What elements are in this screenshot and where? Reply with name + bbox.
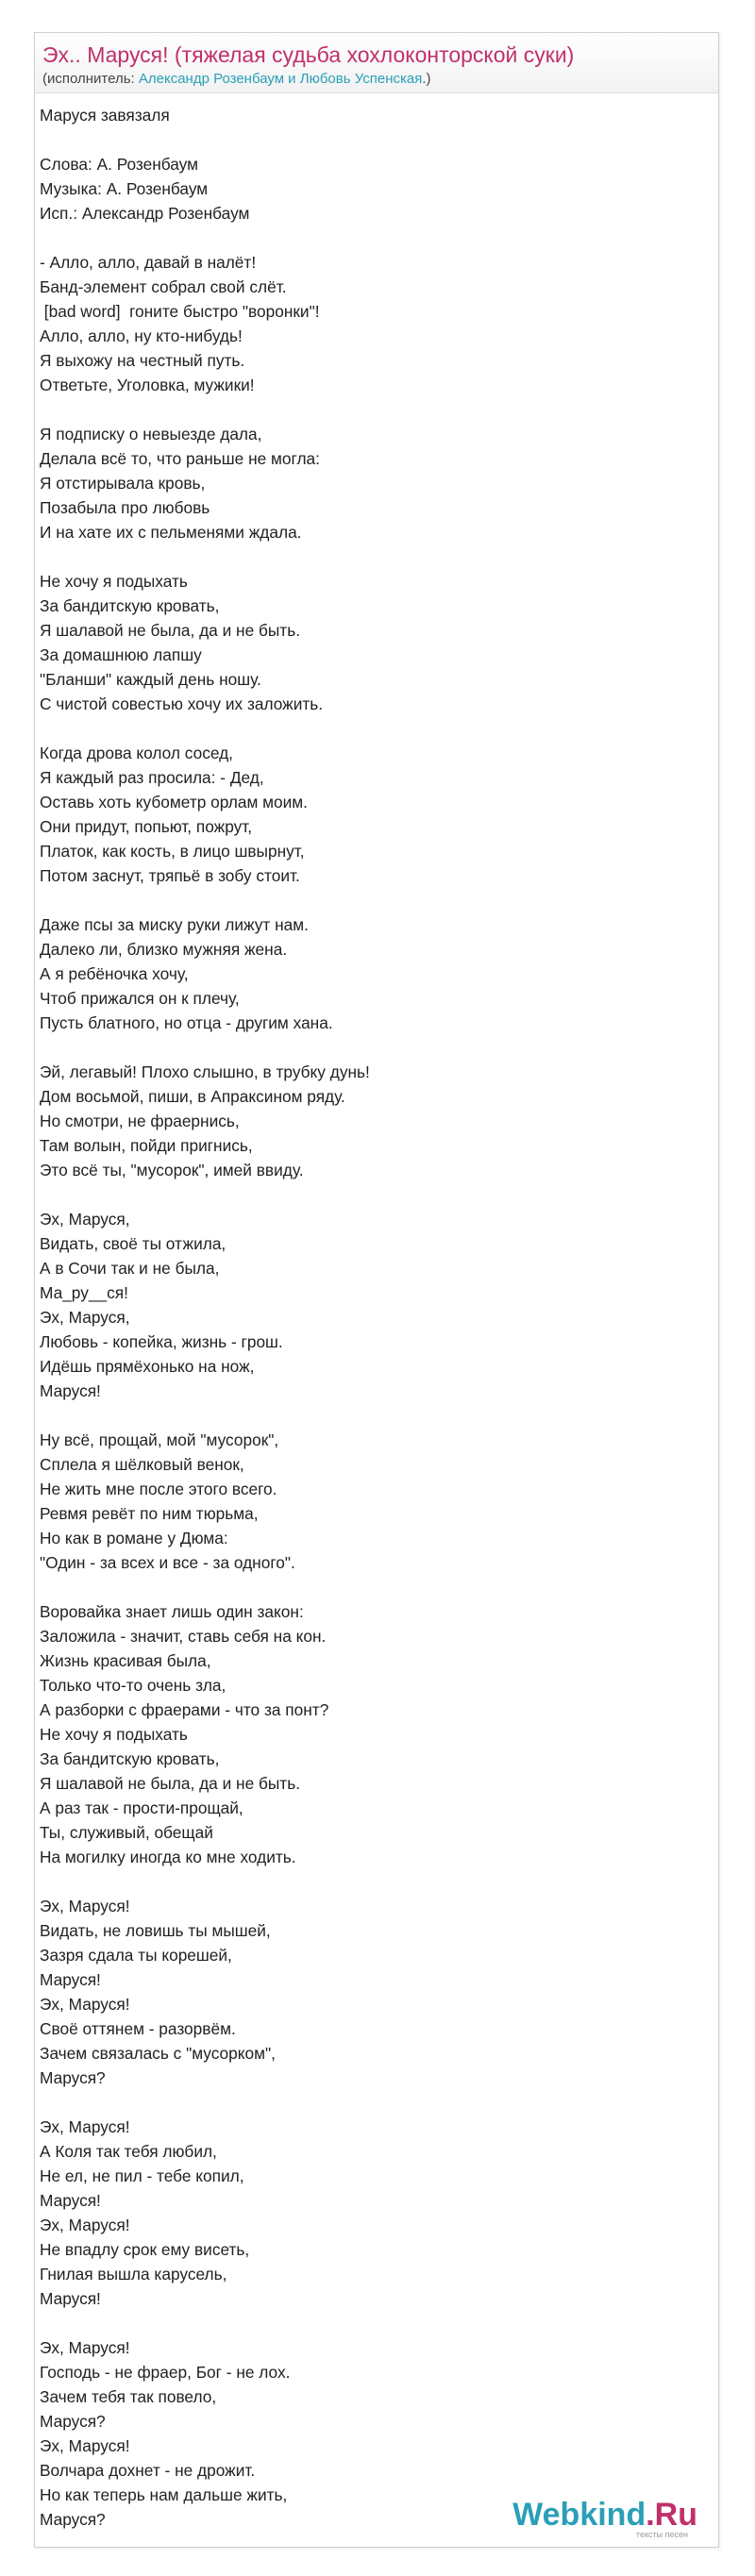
lyric-line: Любовь - копейка, жизнь - грош. (40, 1332, 283, 1351)
song-title: Эх.. Маруся! (тяжелая судьба хохлоконторской суки) (42, 42, 575, 67)
lyric-line: А раз так - прости-прощай, (40, 1798, 243, 1817)
lyric-line (40, 226, 718, 250)
lyric-line: Они придут, попьют, пожрут, (40, 817, 253, 836)
logo-tld: .Ru (646, 2497, 697, 2533)
lyric-line: Я подписку о невыезде дала, (40, 425, 262, 443)
lyric-line: Эх, Маруся! (40, 2117, 130, 2136)
lyric-line (40, 1182, 718, 1207)
lyric-line: Дом восьмой, пиши, в Апраксином ряду. (40, 1087, 345, 1106)
lyric-line: Заложила - значит, ставь себя на кон. (40, 1627, 327, 1646)
lyric-line: Зачем связалась с "мусорком", (40, 2044, 276, 2063)
lyric-line: Но как теперь нам дальше жить, (40, 2485, 288, 2504)
lyric-line: Эх, Маруся, (40, 1308, 130, 1327)
lyric-line: Ты, служивый, обещай (40, 1823, 213, 1842)
lyrics-body (35, 93, 718, 2532)
lyric-line: Это всё ты, "мусорок", имей ввиду. (40, 1161, 304, 1179)
lyric-line: Не жить мне после этого всего. (40, 1480, 277, 1498)
lyric-line: С чистой совестью хочу их заложить. (40, 694, 324, 713)
lyric-line: Идёшь прямёхонько на нож, (40, 1357, 255, 1376)
lyric-line: На могилку иногда ко мне ходить. (40, 1848, 296, 1866)
lyric-line: Ма_ру__ся! (40, 1283, 128, 1302)
lyric-line: Господь - не фраер, Бог - не лох. (40, 2363, 291, 2382)
lyric-line: Маруся! (40, 1381, 101, 1400)
lyric-line: Жизнь красивая была, (40, 1651, 211, 1670)
lyric-line: За домашнюю лапшу (40, 645, 202, 664)
lyric-line (40, 1403, 718, 1428)
lyric-line: Я шалавой не была, да и не быть. (40, 1774, 301, 1793)
lyric-line: Только что-то очень зла, (40, 1676, 226, 1695)
lyric-line: Платок, как кость, в лицо швырнут, (40, 842, 305, 861)
lyric-line: Эх, Маруся! (40, 1897, 130, 1915)
lyric-line: Исп.: Александр Розенбаум (40, 204, 250, 223)
lyric-line: Не хочу я подыхать (40, 572, 188, 591)
lyric-line: Маруся завязаля (40, 106, 170, 125)
lyric-line: Я выхожу на честный путь. (40, 351, 245, 370)
lyric-line (40, 1869, 718, 1894)
lyric-line (40, 1575, 718, 1599)
lyric-line: Воровайка знает лишь один закон: (40, 1602, 304, 1621)
lyric-line: Зазря сдала ты корешей, (40, 1946, 232, 1965)
logo-tagline: тексты песен (635, 2530, 688, 2539)
lyric-line: Пусть блатного, но отца - другим хана. (40, 1013, 333, 1032)
song-header (35, 33, 718, 93)
lyric-line: Маруся! (40, 1970, 101, 1989)
lyric-line: [bad word] гоните быстро "воронки"! (40, 302, 320, 321)
performer-suffix: .) (422, 71, 431, 87)
lyric-line: Волчара дохнет - не дрожит. (40, 2461, 256, 2480)
lyric-line: Не ел, не пил - тебе копил, (40, 2166, 244, 2185)
lyric-line: Своё оттянем - разорвём. (40, 2019, 236, 2038)
lyric-line (40, 716, 718, 741)
lyric-line: Маруся? (40, 2510, 106, 2529)
lyric-line: Маруся? (40, 2068, 106, 2087)
lyric-line: Оставь хоть кубометр орлам моим. (40, 793, 308, 811)
lyric-line: Ревмя ревёт по ним тюрьма, (40, 1504, 259, 1523)
lyric-line: Делала всё то, что раньше не могла: (40, 449, 320, 468)
lyric-line (40, 1035, 718, 1060)
performer-line (42, 69, 711, 90)
performer-prefix: (исполнитель: (42, 71, 139, 87)
lyric-line: "Бланши" каждый день ношу. (40, 670, 261, 689)
lyric-line: Ну всё, прощай, мой "мусорок", (40, 1430, 279, 1449)
lyric-line: Но как в романе у Дюма: (40, 1529, 228, 1547)
lyric-line: А разборки с фраерами - что за понт? (40, 1700, 329, 1719)
performer-link[interactable]: Александр Розенбаум и Любовь Успенская (138, 71, 423, 87)
lyric-line: Эх, Маруся! (40, 2338, 130, 2357)
lyric-line: Маруся! (40, 2289, 101, 2308)
lyric-line: За бандитскую кровать, (40, 596, 220, 615)
lyric-line: Ответьте, Уголовка, мужики! (40, 376, 255, 394)
lyric-line: А в Сочи так и не была, (40, 1259, 220, 1278)
lyric-line: Но смотри, не фраернись, (40, 1112, 240, 1130)
lyric-line: Я шалавой не была, да и не быть. (40, 621, 301, 640)
lyric-line: Эх, Маруся! (40, 1995, 130, 2014)
lyric-line: Маруся! (40, 2191, 101, 2210)
lyric-line: Чтоб прижался он к плечу, (40, 989, 240, 1008)
lyric-line: Музыка: А. Розенбаум (40, 179, 209, 198)
lyric-line: Я отстирывала кровь, (40, 474, 206, 493)
lyric-line: Эх, Маруся! (40, 2436, 130, 2455)
lyric-line: А я ребёночка хочу, (40, 964, 189, 983)
lyric-line: Сплела я шёлковый венок, (40, 1455, 244, 1474)
lyric-line: За бандитскую кровать, (40, 1749, 220, 1768)
lyrics-card (34, 32, 719, 2548)
lyric-line (40, 544, 718, 569)
lyric-line: Видать, не ловишь ты мышей, (40, 1921, 271, 1940)
lyric-line (40, 2311, 718, 2335)
lyric-line: Там волын, пойди пригнись, (40, 1136, 253, 1155)
lyric-line: - Алло, алло, давай в налёт! (40, 253, 257, 272)
lyric-line: Не впадлу срок ему висеть, (40, 2240, 250, 2259)
lyric-line: Эх, Маруся, (40, 1210, 130, 1229)
lyric-line: Маруся? (40, 2412, 106, 2431)
lyric-line: Слова: А. Розенбаум (40, 155, 199, 174)
lyric-line: Банд-элемент собрал свой слёт. (40, 277, 287, 296)
lyric-line: Эй, легавый! Плохо слышно, в трубку дунь! (40, 1062, 370, 1081)
lyric-line: Потом заснут, тряпьё в зобу стоит. (40, 866, 300, 885)
lyric-line: Позабыла про любовь (40, 498, 210, 517)
lyric-line: Эх, Маруся! (40, 2216, 130, 2234)
lyric-line: Далеко ли, близко мужняя жена. (40, 940, 288, 959)
lyric-line: Когда дрова колол сосед, (40, 744, 233, 762)
lyric-line (40, 2090, 718, 2115)
lyric-line: И на хате их с пельменями ждала. (40, 523, 302, 542)
lyric-line: Гнилая вышла карусель, (40, 2265, 227, 2283)
lyric-line: Зачем тебя так повело, (40, 2387, 217, 2406)
lyric-line: "Один - за всех и все - за одного". (40, 1553, 295, 1572)
lyric-line: Алло, алло, ну кто-нибудь! (40, 326, 243, 345)
webkind-logo[interactable] (512, 2498, 697, 2539)
lyric-line (40, 888, 718, 912)
logo-main-text: Webkind (512, 2497, 646, 2533)
lyric-line: Видать, своё ты отжила, (40, 1234, 226, 1253)
lyric-line: А Коля так тебя любил, (40, 2142, 217, 2161)
lyric-line: Не хочу я подыхать (40, 1725, 188, 1744)
lyric-line: Даже псы за миску руки лижут нам. (40, 915, 309, 934)
lyric-line (40, 127, 718, 152)
lyric-line (40, 397, 718, 422)
lyric-line: Я каждый раз просила: - Дед, (40, 768, 264, 787)
